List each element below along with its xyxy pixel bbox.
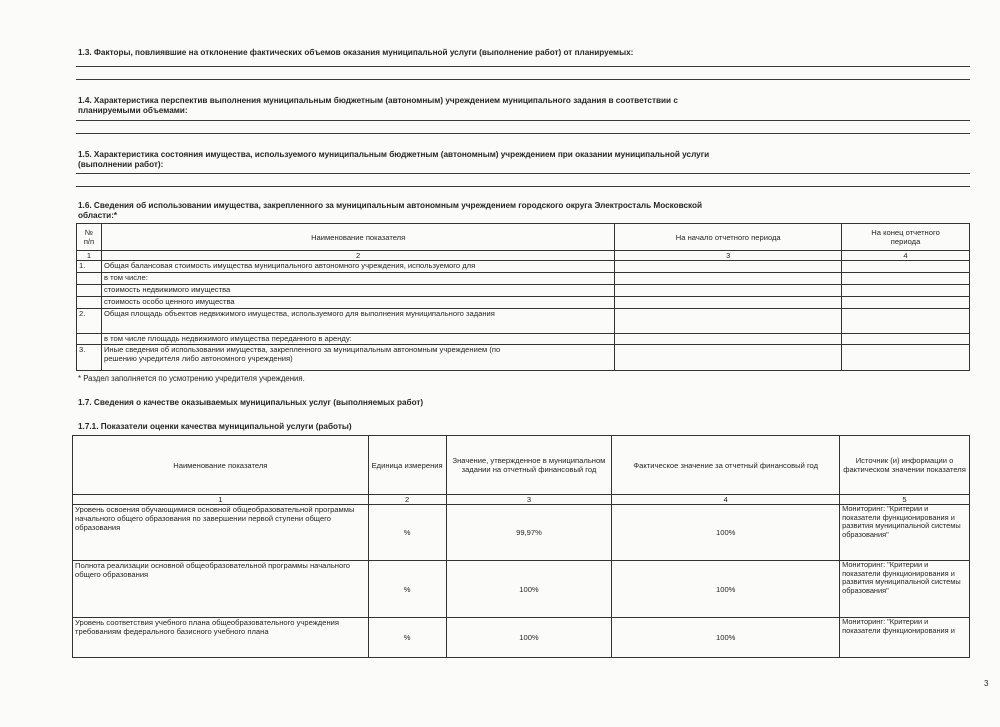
section-1-7-heading: 1.7. Сведения о качестве оказываемых муниципальных услуг (выполняемых работ) <box>78 398 424 407</box>
header-source: Источник (и) информации о фактическом значении показателя <box>840 436 970 495</box>
column-number-row: 1 2 3 4 <box>77 251 970 261</box>
table-row: в том числе площадь недвижимого имущества переданного в аренду: <box>77 334 970 345</box>
table-row: 2. Общая площадь объектов недвижимого имущества, используемого для выполнения муниципального задания <box>77 309 970 334</box>
section-1-5-heading: 1.5. Характеристика состояния имущества, используемого муниципальным бюджетным (автономным) учреждением при оказании муниципальной услуги (выполнении работ): <box>78 150 710 169</box>
quality-indicators-table <box>72 435 970 658</box>
fill-line <box>76 66 970 67</box>
header-approved: Значение, утвержденное в муниципальном задании на отчетный финансовый год <box>446 436 612 495</box>
header-actual: Фактическое значение за отчетный финансовый год <box>612 436 840 495</box>
section-1-6-heading: 1.6. Сведения об использовании имущества, закрепленного за муниципальным автономным учреждением городского округа Электросталь Московской области:* <box>78 201 703 220</box>
header-name: Наименование показателя <box>73 436 369 495</box>
table-row: 1. Общая балансовая стоимость имущества муниципального автономного учреждения, используемого для <box>77 261 970 273</box>
section-1-3-heading: 1.3. Факторы, повлиявшие на отклонение фактических объемов оказания муниципальной услуги (выполнение работ) от планируемых: <box>78 48 634 57</box>
fill-line <box>76 120 970 121</box>
table-row: Полнота реализации основной общеобразовательной программы начального общего образования % 100% 100% Мониторинг: "Критерии и показатели функционирования и развития муниципальной системы образования" <box>73 561 970 618</box>
property-usage-table <box>76 223 970 371</box>
section-1-7-1-heading: 1.7.1. Показатели оценки качества муниципальной услуги (работы) <box>78 422 352 431</box>
header-num: № п/п <box>77 224 102 251</box>
table-row: в том числе: <box>77 273 970 285</box>
table-row: 3. Иные сведения об использовании имущества, закрепленного за муниципальным автономным учреждением (по решению учредителя либо автономного учреждения) <box>77 345 970 371</box>
header-start: На начало отчетного периода <box>615 224 842 251</box>
column-number-row: 1 2 3 4 5 <box>73 495 970 505</box>
table-row: стоимость недвижимого имущества <box>77 285 970 297</box>
section-1-4-heading: 1.4. Характеристика перспектив выполнения муниципальным бюджетным (автономным) учреждением муниципального задания в соответствии с планируемыми объемами: <box>78 96 678 115</box>
footnote: * Раздел заполняется по усмотрению учредителя учреждения. <box>78 374 305 383</box>
header-end: На конец отчетного периода <box>842 224 970 251</box>
table-row: Уровень соответствия учебного плана общеобразовательного учреждения требованиям федерального базисного учебного плана % 100% 100% Мониторинг: "Критерии и показатели функционирования и <box>73 618 970 658</box>
table-header-row <box>73 436 970 495</box>
table-header-row <box>77 224 970 251</box>
header-unit: Единица измерения <box>368 436 446 495</box>
fill-line <box>76 79 970 80</box>
table-row: стоимость особо ценного имущества <box>77 297 970 309</box>
table-row: Уровень освоения обучающимися основной общеобразовательной программы начального общего образования по завершении первой ступени общего образования % 99,97% 100% Мониторинг: "Критерии и показатели функционирования и развития муниципальной системы образования" <box>73 505 970 561</box>
fill-line <box>76 173 970 174</box>
fill-line <box>76 133 970 134</box>
fill-line <box>76 186 970 187</box>
page-number: 3 <box>984 679 989 688</box>
header-name: Наименование показателя <box>101 224 614 251</box>
